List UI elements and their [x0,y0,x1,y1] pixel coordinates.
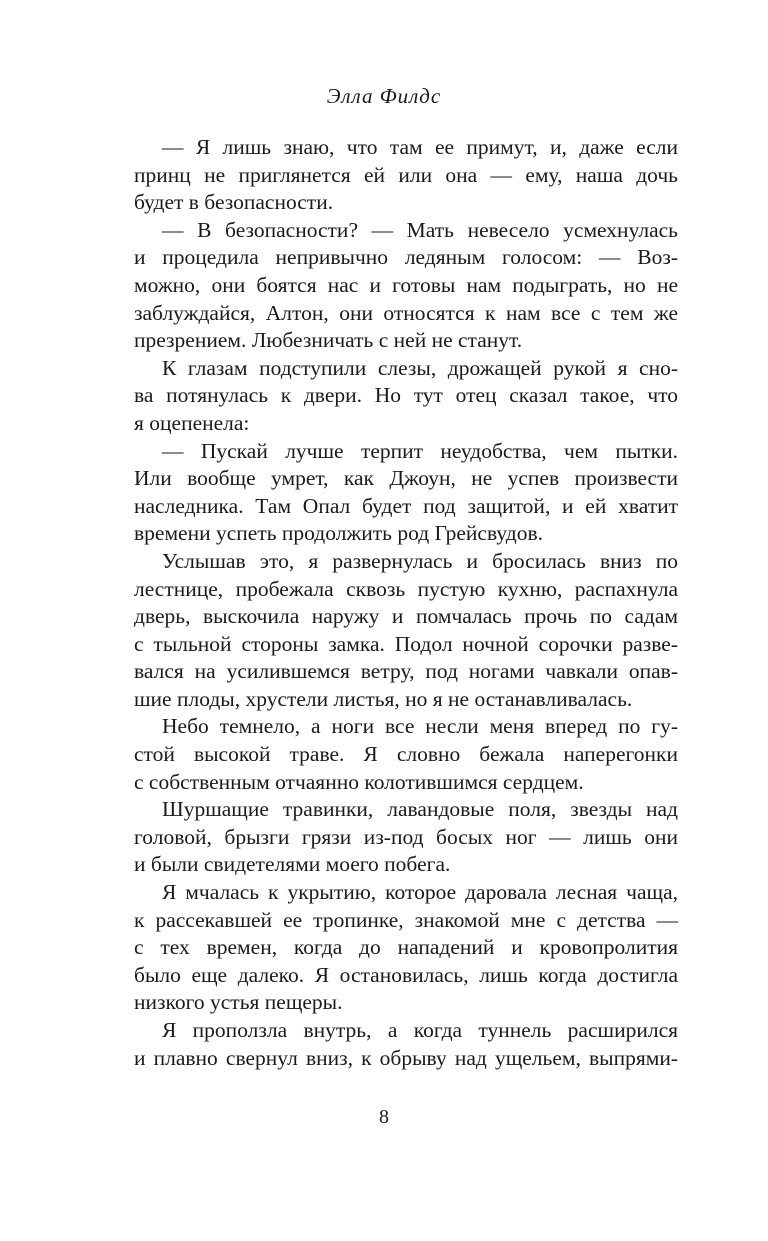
text-line: и процедила непривычно ледяным голосом: — Воз- [134,245,678,270]
text-line: можно, они боятся нас и готовы нам подыграть, но не [134,272,678,297]
body-text [134,134,678,1072]
text-line: Я проползла внутрь, а когда туннель расширился [162,1018,678,1042]
text-line: с собственным отчаянно колотившимся сердцем. [134,769,584,794]
text-line: дверь, выскочила наружу и помчалась прочь по садам [134,604,678,629]
text-line: Я мчалась к укрытию, которое даровала лесная чаща, [162,880,678,905]
text-line: и были свидетелями моего побега. [134,852,451,877]
text-line: стой высокой траве. Я словно бежала наперегонки [134,742,678,767]
text-line: с тех времен, когда до нападений и кровопролития [134,935,678,960]
text-line: — Я лишь знаю, что там ее примут, и, даже если [162,135,678,159]
running-header: Элла Филдс [326,84,442,108]
text-line: лестнице, пробежала сквозь пустую кухню, распахнула [134,576,678,601]
text-line: было еще далеко. Я остановилась, лишь когда достигла [134,962,678,987]
text-line: — В безопасности? — Мать невесело усмехнулась [162,217,678,242]
text-line: вался на усилившемся ветру, под ногами чавкали опав- [134,659,678,684]
text-line: презрением. Любезничать с ней не станут. [134,328,523,353]
text-line: я оцепенела: [134,410,250,435]
text-line: будет в безопасности. [134,190,334,215]
page-number: 8 [379,1106,389,1128]
text-line: и плавно свернул вниз, к обрыву над ущельем, выпрями- [134,1045,678,1070]
text-line: низкого устья пещеры. [134,990,343,1015]
text-line: времени успеть продолжить род Грейсвудов. [134,521,543,546]
text-line: Или вообще умрет, как Джоун, не успев произвести [134,466,678,491]
text-line: ва потянулась к двери. Но тут отец сказал такое, что [134,383,678,408]
text-line: головой, брызги грязи из-под босых ног — лишь они [134,824,678,849]
text-line: шие плоды, хрустели листья, но я не останавливалась. [134,686,633,711]
text-line: с тыльной стороны замка. Подол ночной сорочки разве- [134,631,678,656]
text-line: принц не приглянется ей или она — ему, наша дочь [134,162,678,187]
text-line: — Пускай лучше терпит неудобства, чем пытки. [162,438,678,463]
text-line: Шуршащие травинки, лавандовые поля, звезды над [162,797,678,822]
text-line: заблуждайся, Алтон, они относятся к нам все с тем же [134,300,678,325]
text-line: К глазам подступили слезы, дрожащей рукой я сно- [162,355,678,380]
text-line: к рассекавшей ее тропинке, знакомой мне с детства — [134,907,678,932]
text-line: наследника. Там Опал будет под защитой, и ей хватит [134,493,678,518]
text-line: Небо темнело, а ноги все несли меня вперед по гу- [162,714,678,739]
text-line: Услышав это, я развернулась и бросилась вниз по [162,548,678,573]
